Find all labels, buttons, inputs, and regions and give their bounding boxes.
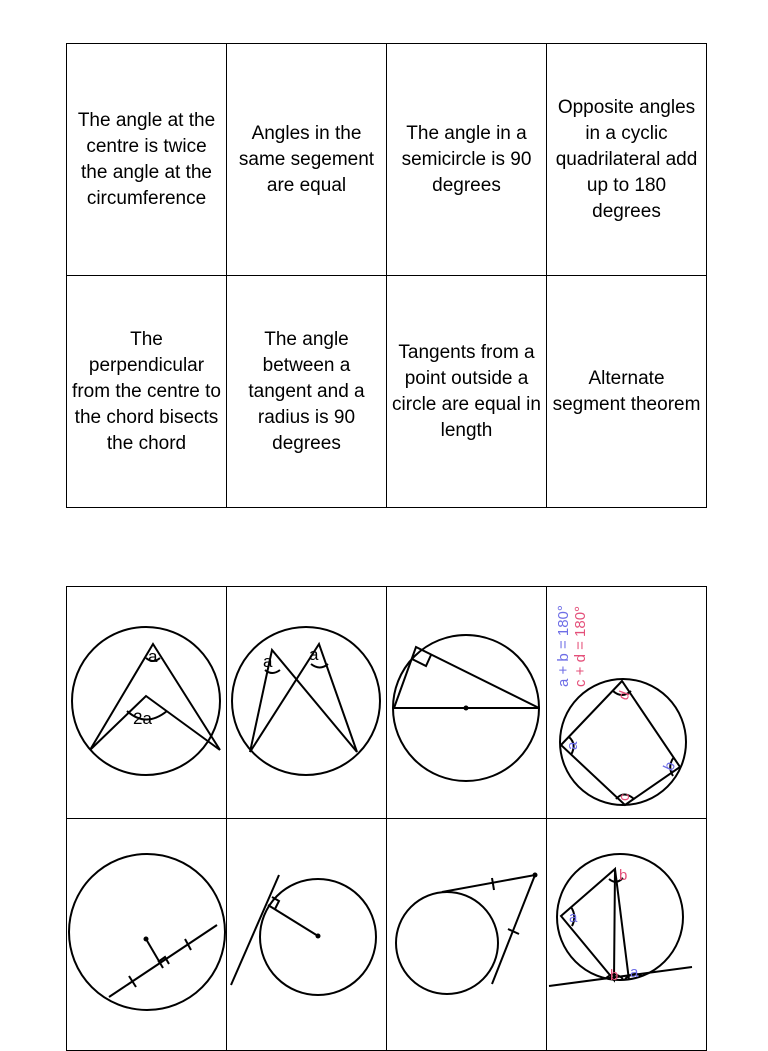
card-centre-angle-text: The angle at the centre is twice the angle at the circumference: [67, 44, 227, 276]
card-alternate-segment-diagram: [547, 819, 707, 1051]
centre-point: [464, 706, 469, 711]
angle-label-a: a: [309, 645, 319, 664]
centre-point: [144, 937, 149, 942]
chord: [615, 869, 629, 980]
centre-angle-diagram: [67, 587, 226, 818]
perpendicular-line: [146, 939, 163, 968]
cyclic-quad-diagram: [547, 587, 706, 818]
card-tangent-radius-text: The angle between a tangent and a radius is 90 degrees: [227, 276, 387, 508]
card-equal-tangents-diagram: [387, 819, 547, 1051]
angle-label-c: c: [616, 793, 633, 801]
card-semicircle-text: The angle in a semicircle is 90 degrees: [387, 44, 547, 276]
text-cards-row: [67, 276, 707, 508]
external-point: [533, 873, 538, 878]
angle-label-a: a: [263, 652, 273, 671]
card-tangent-radius-diagram: [227, 819, 387, 1051]
circle: [69, 854, 225, 1010]
perpendicular-diagram: [67, 819, 226, 1050]
equal-tangents-diagram: [387, 819, 546, 1050]
text-cards-row: [67, 44, 707, 276]
tick-mark: [185, 939, 191, 950]
angle-label-b: b: [619, 867, 628, 884]
card-alternate-segment-text: Alternate segment theorem: [547, 276, 707, 508]
card-equal-tangents-text: Tangents from a point outside a circle are equal in length: [387, 276, 547, 508]
card-perpendicular-diagram: [67, 819, 227, 1051]
angle-label-d: d: [614, 688, 634, 703]
equation-cd: c + d = 180°: [572, 605, 589, 687]
centre-point: [316, 934, 321, 939]
angle-label-a: a: [569, 909, 578, 926]
tick-mark: [492, 878, 494, 890]
same-segment-diagram: [227, 587, 386, 818]
card-cyclic-quad-diagram: [547, 587, 707, 819]
circle: [396, 892, 498, 994]
tick-mark: [129, 976, 136, 987]
angle-label-a: a: [630, 964, 639, 981]
diagram-cards-row: [67, 587, 707, 819]
equation-ab: a + b = 180°: [555, 605, 572, 687]
semicircle-diagram: [387, 587, 546, 818]
tangent-lines: [442, 875, 535, 984]
circle: [232, 627, 380, 775]
centre-angle-lines: [90, 696, 220, 750]
card-semicircle-diagram: [387, 587, 547, 819]
tangent-line: [231, 875, 279, 985]
card-perpendicular-text: The perpendicular from the centre to the chord bisects the chord: [67, 276, 227, 508]
card-cyclic-quad-text: Opposite angles in a cyclic quadrilateral add up to 180 degrees: [547, 44, 707, 276]
angle-label-b: b: [660, 758, 680, 774]
card-same-segment-diagram: [227, 587, 387, 819]
angle-label-2a: 2a: [133, 709, 152, 728]
card-same-segment-text: Angles in the same segement are equal: [227, 44, 387, 276]
diagram-cards-table: [66, 586, 707, 1051]
alternate-segment-diagram: [547, 819, 706, 1050]
tangent-radius-diagram: [227, 819, 386, 1050]
chord: [109, 925, 217, 997]
angle-label-a: a: [148, 647, 158, 666]
angle-label-a: a: [564, 741, 581, 750]
card-centre-angle-diagram: [67, 587, 227, 819]
text-cards-table: [66, 43, 707, 508]
circle: [72, 627, 220, 775]
radius: [268, 905, 318, 936]
diagram-cards-row: [67, 819, 707, 1051]
angle-label-b: b: [610, 967, 619, 984]
